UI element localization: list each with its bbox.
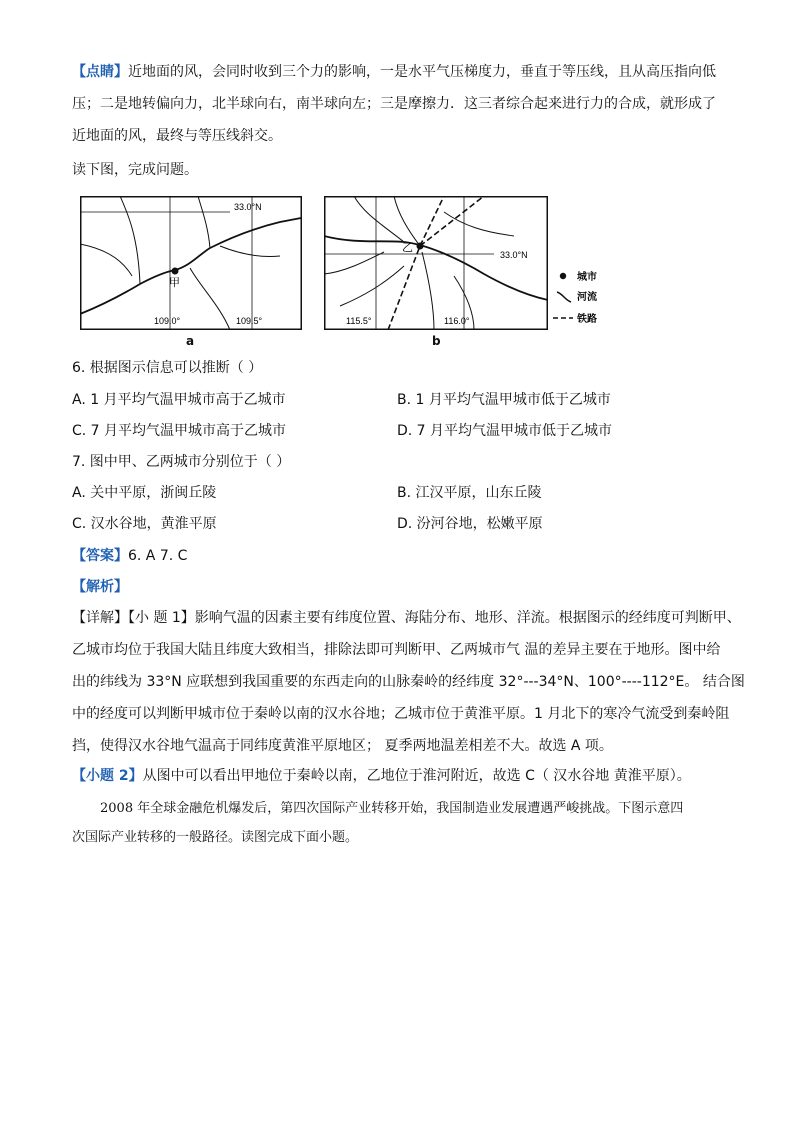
q6-stem: 6. 根据图示信息可以推断（ ）: [72, 360, 263, 376]
lon-label-b1: 115.5°: [346, 316, 372, 326]
legend-river-label: 河流: [577, 292, 597, 303]
lon-label-b2: 116.0°: [444, 316, 470, 326]
legend-railway-label: 铁路: [577, 314, 597, 325]
answer-tag: 【答案】: [72, 548, 128, 564]
sub2-line: 【小题 2】从图中可以看出甲地位于秦岭以南，乙地位于淮河附近，故选 C（ 汉水谷地 黄淮平原）。: [72, 768, 691, 784]
map-a-caption: a: [186, 334, 195, 348]
detail-line-1: 【详解】【小 题 1】影响气温的因素主要有纬度位置、海陆分布、地形、洋流。根据图示的经纬度可判断甲、: [72, 610, 741, 626]
next-passage-line-1: 2008 年全球金融危机爆发后，第四次国际产业转移开始，我国制造业发展遭遇严峻挑战。下图示意四: [100, 801, 684, 816]
q7-option-c: C. 汉水谷地，黄淮平原: [72, 516, 217, 532]
map-b: [324, 196, 548, 330]
q6-option-a: A. 1 月平均气温甲城市高于乙城市: [72, 392, 286, 408]
detail-line-5: 挡，使得汉水谷地气温高于同纬度黄淮平原地区； 夏季两地温差相差不大。故选 A 项。: [72, 738, 613, 754]
city-label-yi: 乙: [402, 242, 413, 254]
intro-line-2: 压；二是地转偏向力，北半球向右，南半球向左；三是摩擦力．这三者综合起来进行力的合成，就形成了: [72, 96, 716, 112]
read-figure-prompt: 读下图，完成问题。: [72, 162, 198, 178]
lat-label-b: 33.0°N: [500, 250, 528, 260]
intro-tag: 【点睛】: [72, 64, 128, 80]
legend-city-label: 城市: [577, 272, 597, 283]
q7-option-b: B. 江汉平原，山东丘陵: [397, 485, 542, 501]
legend-city-icon: [560, 273, 566, 279]
intro-line-1: 【点睛】近地面的风，会同时收到三个力的影响，一是水平气压梯度力，垂直于等压线，且从高压指向低: [72, 64, 716, 80]
analysis-heading: 【解析】: [72, 579, 128, 595]
q7-stem: 7. 图中甲、乙两城市分别位于（ ）: [72, 454, 291, 470]
sub2-tag: 【小题 2】: [72, 768, 143, 784]
lon-label-a1: 109.0°: [154, 316, 181, 326]
map-legend: [553, 268, 623, 328]
q6-option-c: C. 7 月平均气温甲城市高于乙城市: [72, 423, 287, 439]
intro-line-3: 近地面的风，最终与等压线斜交。: [72, 128, 282, 144]
city-marker-jia: [172, 268, 179, 275]
city-marker-yi: [417, 243, 424, 250]
map-a: [80, 196, 302, 330]
q6-option-b: B. 1 月平均气温甲城市低于乙城市: [397, 392, 611, 408]
q7-option-d: D. 汾河谷地，松嫩平原: [397, 516, 543, 532]
q7-option-a: A. 关中平原，浙闽丘陵: [72, 485, 217, 501]
lat-label-a: 33.0°N: [234, 202, 262, 212]
map-b-caption: b: [432, 334, 441, 348]
answer-text: 6. A 7. C: [128, 548, 188, 564]
city-label-jia: 甲: [169, 277, 180, 289]
detail-tag: 【详解】: [72, 610, 128, 626]
lon-label-a2: 109.5°: [236, 316, 263, 326]
detail-line-2: 乙城市均位于我国大陆且纬度大致相当，排除法即可判断甲、乙两城市气 温的差异主要在于地形。图中给: [72, 642, 721, 658]
answer-line: [72, 546, 187, 566]
detail-line-4: 中的经度可以判断甲城市位于秦岭以南的汉水谷地；乙城市位于黄淮平原。1 月北下的寒冷气流受到秦岭阻: [72, 706, 730, 722]
legend-river-icon: [557, 292, 571, 302]
detail-line-3: 出的纬线为 33°N 应联想到我国重要的东西走向的山脉秦岭的经纬度 32°---34°N、100°----112°E。 结合图: [72, 674, 745, 690]
next-passage-line-2: 次国际产业转移的一般路径。读图完成下面小题。: [72, 830, 359, 845]
q6-option-d: D. 7 月平均气温甲城市低于乙城市: [397, 423, 613, 439]
